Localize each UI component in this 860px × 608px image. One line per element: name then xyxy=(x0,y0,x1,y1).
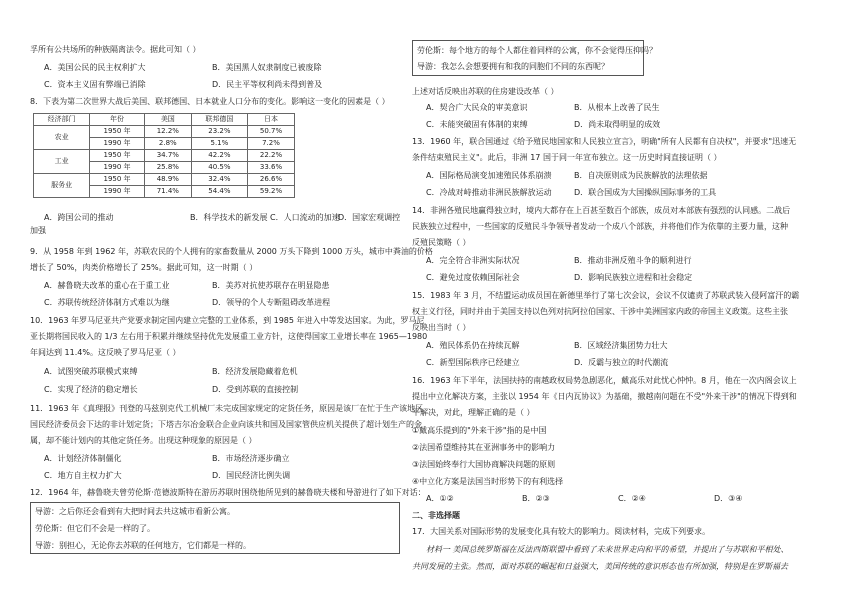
q9-option-d: D．领导的个人专断阻碍改革进程 xyxy=(212,298,331,307)
q10-line-1: 10．1963 年罗马尼亚共产党要求制定国内建立完整的工业体系，到 1985 年进入中等发达国家。为此，罗马尼 xyxy=(30,316,425,325)
q7-option-d: D．民主平等权利尚未得到普及 xyxy=(212,80,323,89)
q16-line-3: 平解决，对此，理解正确的是（ ） xyxy=(412,408,535,417)
q16-item: ④中立化方案是法国当时形势下的有利选择 xyxy=(412,477,564,486)
table-cell: 2.8% xyxy=(144,138,191,150)
table-header-row xyxy=(34,114,295,126)
table-cell: 33.6% xyxy=(247,162,294,174)
table-cell: 42.2% xyxy=(191,150,247,162)
table-cell: 7.2% xyxy=(247,138,294,150)
table-cell: 54.4% xyxy=(191,186,247,198)
table-cell: 48.9% xyxy=(144,174,191,186)
table-cell: 26.6% xyxy=(247,174,294,186)
q8-option-bc: B．科学技术的新发展 C．人口流动的加速 xyxy=(190,213,340,222)
q15-option-b: B．区域经济集团势力壮大 xyxy=(574,341,668,350)
q14-line-3: 反殖民策略（ ） xyxy=(412,238,471,247)
q9-option-a: A．赫鲁晓夫改革的重心在于重工业 xyxy=(44,281,170,290)
table-cell: 40.5% xyxy=(191,162,247,174)
table-header: 联邦德国 xyxy=(191,114,247,126)
dialog-line: 劳伦斯：但它们不会是一样的了。 xyxy=(35,524,155,533)
table-cell-sector: 工业 xyxy=(34,150,90,174)
q11-option-c: C．地方自主权力扩大 xyxy=(44,471,122,480)
q8-option-d-tail: 加强 xyxy=(30,226,46,235)
q15-option-c: C．新型国际秩序已经建立 xyxy=(426,358,520,367)
q16-item: ②法国希望维持其在亚洲事务中的影响力 xyxy=(412,443,556,452)
intro-line: 孚所有公共场所的种族隔离法令。据此可知（ ） xyxy=(30,45,201,54)
q15-line-2: 权主义行径，同时并由于美国支持以色列对抗阿拉伯国家、干涉中美洲国家内政的帝国主义政策。这些主张 xyxy=(412,307,788,316)
q13-option-b: B．自决原则成为民族解放的法理依据 xyxy=(574,171,708,180)
q12-option-d: D．尚未取得明显的成效 xyxy=(574,120,661,129)
q8-option-d: D．国家宏观调控 xyxy=(338,213,401,222)
table-header: 经济部门 xyxy=(34,114,90,126)
q16-option-c: C．②④ xyxy=(618,494,646,503)
q16-item: ①戴高乐提到的"外来干涉"指的是中国 xyxy=(412,426,547,435)
table-row xyxy=(34,174,295,186)
table-cell: 5.1% xyxy=(191,138,247,150)
table-cell: 25.8% xyxy=(144,162,191,174)
q9-line-1: 9．从 1958 年到 1962 年，苏联农民的个人拥有的家畜数量从 2000 万头下降到 1000 万头，城市中粪油的价格 xyxy=(30,247,433,256)
table-cell: 1950 年 xyxy=(90,150,145,162)
table-cell: 71.4% xyxy=(144,186,191,198)
q16-option-d: D．③④ xyxy=(714,494,743,503)
q7-option-a: A．美国公民的民主权利扩大 xyxy=(44,63,146,72)
q8-stem: 8．下表为第二次世界大战后美国、联邦德国、日本就业人口分布的变化。影响这一变化的因素是（ ） xyxy=(30,97,390,106)
q13-option-c: C．冷战对峙推动非洲民族解放运动 xyxy=(426,188,552,197)
q10-option-b: B．经济发展隐藏着危机 xyxy=(212,367,298,376)
table-cell: 1990 年 xyxy=(90,162,145,174)
table-header: 年份 xyxy=(90,114,145,126)
table-row xyxy=(34,126,295,138)
q17-stem: 17．大国关系对国际形势的发展变化具有较大的影响力。阅读材料，完成下列要求。 xyxy=(412,527,711,536)
table-cell: 50.7% xyxy=(247,126,294,138)
material-line-2: 共同发展的主张。然而，面对苏联的崛起和日益强大，美国传统的意识形态也有所加强，特别是在罗斯福去 xyxy=(412,562,788,571)
table-cell-sector: 服务业 xyxy=(34,174,90,198)
table-cell: 59.2% xyxy=(247,186,294,198)
dialog-box-left xyxy=(30,502,400,554)
dialog-line: 导游：我怎么会想要拥有和我的同胞们不同的东西呢？ xyxy=(417,62,609,71)
q11-line-2: 国民经济委员会下达的非计划定货；下塔吉尔冶金联合企业向该共和国及国家管供应机关提供了超计划生产的金 xyxy=(30,420,422,429)
q10-option-c: C．实现了经济的稳定增长 xyxy=(44,385,138,394)
table-cell-sector: 农业 xyxy=(34,126,90,150)
q12-option-a: A．契合广大民众的审美意识 xyxy=(426,103,528,112)
dialog-line: 劳伦斯：每个地方的每个人都住着同样的公寓，你不会觉得压抑吗？ xyxy=(417,46,657,55)
q16-line-2: 提出中立化解决方案，主张以 1954 年《日内瓦协议》为基础，撤越南问题在不受"外来干涉"的情况下得到和 xyxy=(412,392,797,401)
q11-option-d: D．国民经济比例失调 xyxy=(212,471,291,480)
table-row xyxy=(34,150,295,162)
q15-line-1: 15．1983 年 3 月，不结盟运动成员国在新德里举行了第七次会议，会议不仅谴责了苏联武装入侵阿富汗的霸 xyxy=(412,291,800,300)
q14-option-a: A．完全符合非洲实际状况 xyxy=(426,256,520,265)
q14-line-2: 民族独立过程中，一些国家的反殖民斗争领导者发动一个成八个部族，并将他们作为依靠的主要力量，这种 xyxy=(412,222,788,231)
q13-option-a: A．国际格局演变加速殖民体系崩溃 xyxy=(426,171,552,180)
q14-option-d: D．影响民族独立进程和社会稳定 xyxy=(574,273,693,282)
q15-option-d: D．反霸与独立的时代潮流 xyxy=(574,358,669,367)
q13-line-1: 13．1960 年，联合国通过《给予殖民地国家和人民独立宣言》，明确"所有人民都有自决权"，并要求"迅速无 xyxy=(412,137,797,146)
q10-option-d: D．受到苏联的直接控制 xyxy=(212,385,299,394)
table-cell: 32.4% xyxy=(191,174,247,186)
q14-option-c: C．避免过度依赖国际社会 xyxy=(426,273,520,282)
q10-option-a: A．试图突破苏联模式束缚 xyxy=(44,367,138,376)
q13-option-d: D．联合国成为大国操纵国际事务的工具 xyxy=(574,188,717,197)
q12-option-c: C．未能突破固有体制的束缚 xyxy=(426,120,528,129)
table-cell: 12.2% xyxy=(144,126,191,138)
table-cell: 1950 年 xyxy=(90,126,145,138)
q11-option-b: B．市场经济逐步确立 xyxy=(212,454,290,463)
material-line-1: 材料一 美国总统罗斯福在反法西斯联盟中看到了未来世界走向和平的希望，并提出了与苏联和平相处、 xyxy=(426,545,789,554)
q10-line-3: 年间达到 11.4%。这反映了罗马尼亚（ ） xyxy=(30,348,181,357)
table-cell: 23.2% xyxy=(191,126,247,138)
table-cell: 34.7% xyxy=(144,150,191,162)
q13-line-2: 条件结束殖民主义"。此后，非洲 17 国于同一年宣布独立。这一历史时间直接证明（ ） xyxy=(412,153,722,162)
q16-line-1: 16．1963 年下半年，法国扶持的南越政权局势急剧恶化，戴高乐对此忧心忡忡。8 月，他在一次内阁会议上 xyxy=(412,376,797,385)
q11-option-a: A．计划经济体制僵化 xyxy=(44,454,122,463)
q9-line-2: 增长了 50%，肉类价格增长了 25%。据此可知，这一时期（ ） xyxy=(30,263,258,272)
q12-option-b: B．从根本上改善了民生 xyxy=(574,103,660,112)
section-heading: 二、非选择题 xyxy=(412,511,460,520)
q16-option-b: B．②③ xyxy=(522,494,550,503)
table-cell: 1950 年 xyxy=(90,174,145,186)
dialog-line: 导游：别担心，无论你去苏联的任何地方，它们都是一样的。 xyxy=(35,541,251,550)
dialog-line: 导游：之后你还会看到有大把时间去共这城市看新公寓。 xyxy=(35,507,235,516)
table-cell: 1990 年 xyxy=(90,138,145,150)
dialog-box-right xyxy=(412,40,657,76)
q7-option-c: C．资本主义固有弊端已消除 xyxy=(44,80,146,89)
q16-option-a: A．①② xyxy=(426,494,454,503)
q9-option-b: B．美苏对抗使苏联存在明显隐患 xyxy=(212,281,330,290)
table-header: 美国 xyxy=(144,114,191,126)
q14-option-b: B．推动非洲反殖斗争的顺利进行 xyxy=(574,256,692,265)
table-header: 日本 xyxy=(247,114,294,126)
q15-line-3: 反映出当时（ ） xyxy=(412,323,471,332)
q10-line-2: 亚长期将国民收入的 1/3 左右用于积累并继续坚持优先发展重工业方针，这使得国家工业增长率在 1965—1980 xyxy=(30,332,428,341)
q11-line-1: 11．1963 年《真理报》刊登的马兹别克代工机械厂未完成国家规定的定货任务，原因是该厂在忙于生产该地区 xyxy=(30,404,424,413)
employment-table xyxy=(33,113,295,198)
q9-option-c: C．苏联传统经济体制方式难以为继 xyxy=(44,298,170,307)
q15-option-a: A．殖民体系仍在持续瓦解 xyxy=(426,341,520,350)
q12-tail: 上述对话反映出苏联的住房建设改革（ ） xyxy=(412,87,559,96)
q11-line-3: 属，却不能计划内的其他定货任务。出现这种现象的原因是（ ） xyxy=(30,436,257,445)
q14-line-1: 14．非洲各殖民地赢得独立时，境内大都存在上百甚至数百个部族，成员对本部族有强烈的认同感。二战后 xyxy=(412,206,791,215)
q8-option-a: A．跨国公司的推动 xyxy=(44,213,114,222)
table-cell: 22.2% xyxy=(247,150,294,162)
q16-item: ③法国始终奉行大国协商解决问题的原则 xyxy=(412,460,556,469)
table-cell: 1990 年 xyxy=(90,186,145,198)
q7-option-b: B．美国黑人奴隶制度已被废除 xyxy=(212,63,322,72)
q12-line-1: 12．1964 年，赫鲁晓夫曾劳伦斯·范德波斯特在游历苏联时围绕他所见到的赫鲁晓夫楼和导游进行了如下对话： xyxy=(30,488,426,497)
